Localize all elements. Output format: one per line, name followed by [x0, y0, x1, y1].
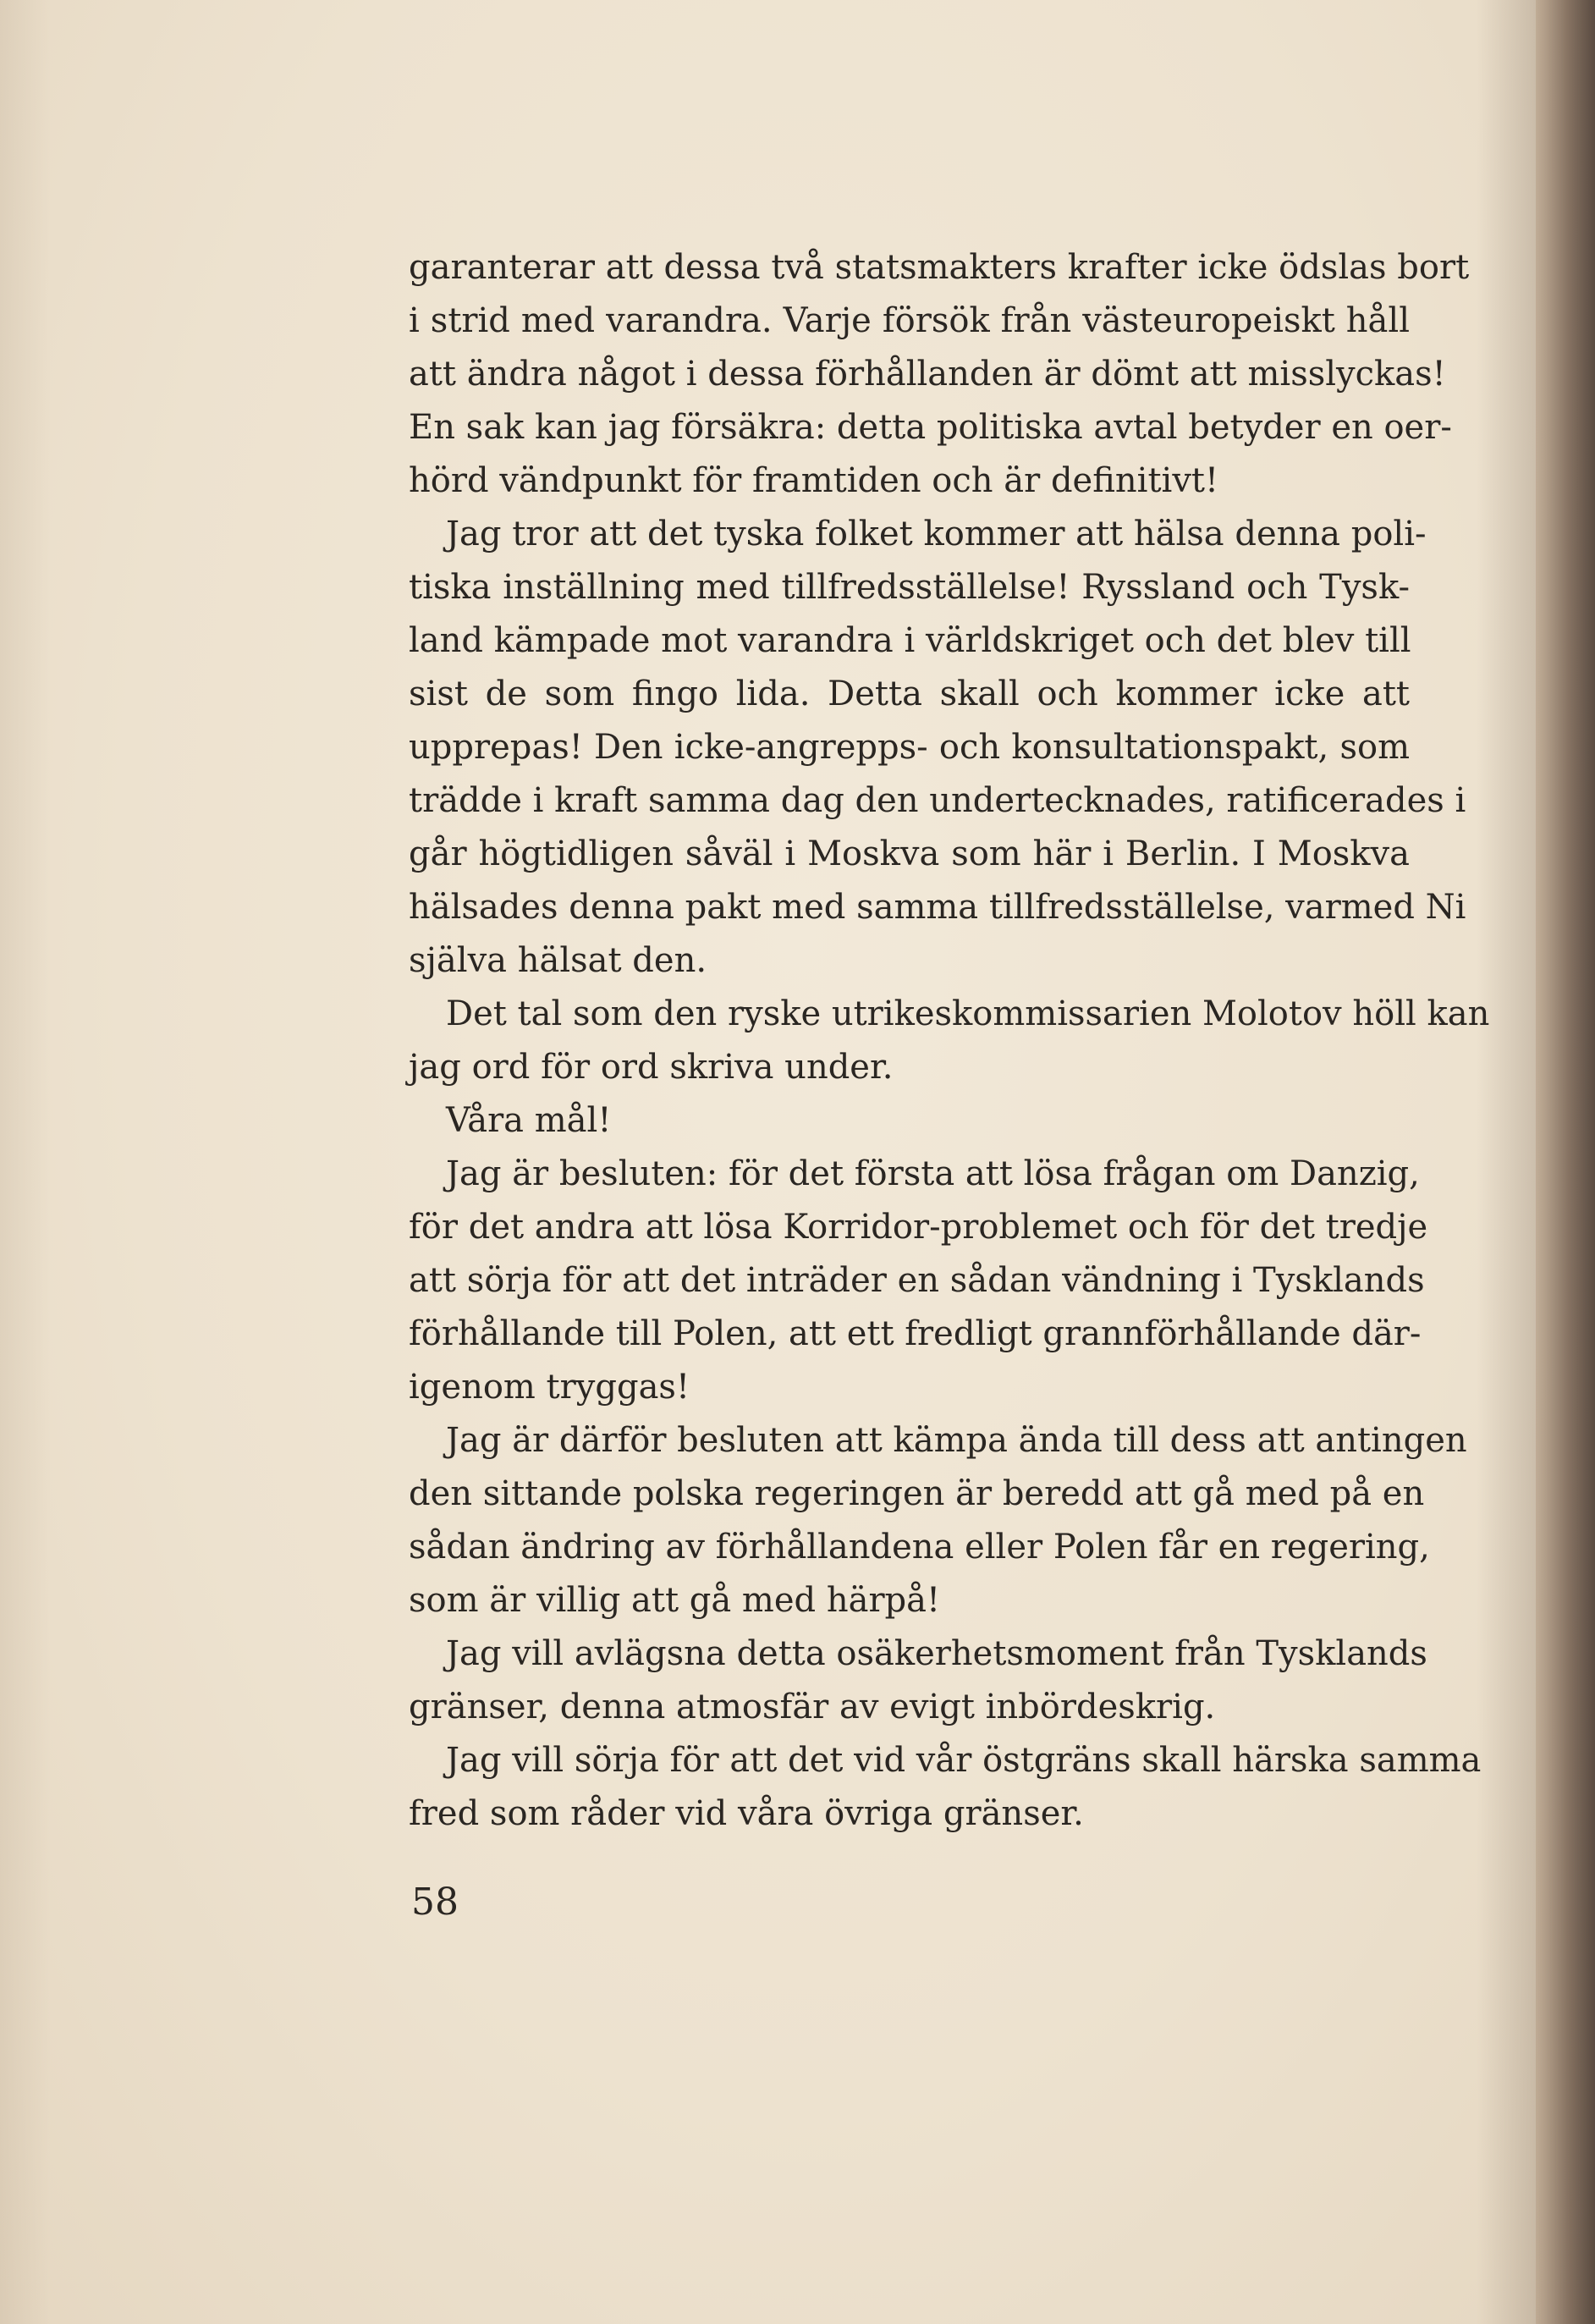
text-line: att sörja för att det inträder en sådan vändning i Tysklands [409, 1261, 1425, 1300]
text-line: igenom tryggas! [409, 1368, 690, 1407]
text-line: Det tal som den ryske utrikeskommissarien Molotov höll kan [446, 994, 1490, 1033]
text-line: land kämpade mot varandra i världskriget och det blev till [409, 621, 1411, 660]
text-line: hörd vändpunkt för framtiden och är definitivt! [409, 461, 1219, 500]
text-line: att ändra något i dessa förhållanden är dömt att misslyckas! [409, 355, 1446, 394]
text-line: fred som råder vid våra övriga gränser. [409, 1794, 1084, 1833]
text-line: går högtidligen såväl i Moskva som här i Berlin. I Moskva [409, 834, 1410, 873]
text-line: En sak kan jag försäkra: detta politiska avtal betyder en oer- [409, 408, 1452, 447]
text-line: den sittande polska regeringen är beredd att gå med på en [409, 1474, 1425, 1513]
text-line: Jag vill avlägsna detta osäkerhetsmoment från Tysklands [446, 1634, 1427, 1673]
text-line: Jag är därför besluten att kämpa ända till dess att antingen [446, 1421, 1467, 1460]
text-line: själva hälsat den. [409, 941, 707, 980]
text-line: i strid med varandra. Varje försök från västeuropeiskt håll [409, 301, 1410, 340]
text-line: gränser, denna atmosfär av evigt inbördeskrig. [409, 1688, 1216, 1726]
text-line: Jag tror att det tyska folket kommer att hälsa denna poli- [446, 515, 1427, 553]
page-number: 58 [411, 1881, 459, 1924]
text-line: garanterar att dessa två statsmakters krafter icke ödslas bort [409, 248, 1470, 287]
text-line: Våra mål! [446, 1101, 612, 1140]
text-line: förhållande till Polen, att ett fredligt grannförhållande där- [409, 1314, 1422, 1353]
text-line: Jag är besluten: för det första att lösa frågan om Danzig, [446, 1154, 1420, 1193]
page-binding-shadow [1536, 0, 1595, 2324]
text-line: sådan ändring av förhållandena eller Polen får en regering, [409, 1528, 1430, 1567]
text-line: upprepas! Den icke-angrepps- och konsultationspakt, som [409, 728, 1410, 767]
text-line: för det andra att lösa Korridor-problemet och för det tredje [409, 1208, 1428, 1247]
text-line: trädde i kraft samma dag den undertecknades, ratificerades i [409, 781, 1466, 820]
text-line: hälsades denna pakt med samma tillfredsställelse, varmed Ni [409, 888, 1466, 927]
body-text [409, 241, 1490, 1841]
text-line: sist de som fingo lida. Detta skall och kommer icke att [409, 675, 1410, 713]
text-line: jag ord för ord skriva under. [409, 1048, 894, 1087]
text-line: tiska inställning med tillfredsställelse! Ryssland och Tysk- [409, 568, 1410, 607]
text-line: Jag vill sörja för att det vid vår östgräns skall härska samma [446, 1741, 1482, 1780]
text-line: som är villig att gå med härpå! [409, 1581, 941, 1620]
